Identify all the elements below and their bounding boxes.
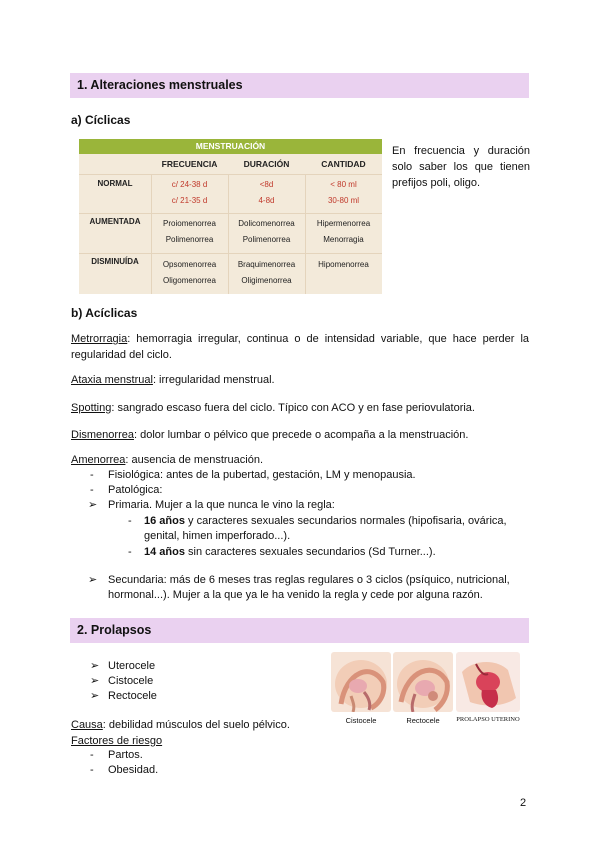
- section-1-title: 1. Alteraciones menstruales: [77, 78, 243, 92]
- cell-line: Oligomenorrea: [163, 276, 216, 285]
- arrow-bullet-icon: ➢: [90, 675, 100, 687]
- table-cell: [151, 216, 228, 248]
- arrow-bullet-icon: ➢: [90, 690, 100, 702]
- def-term: Spotting: [71, 402, 112, 414]
- cell-line: Polimenorrea: [165, 235, 214, 244]
- table-cell: [228, 257, 305, 289]
- dash-marker: -: [90, 764, 94, 776]
- subheading-ciclicas: a) Cíclicas: [71, 113, 131, 127]
- def-term: Ataxia menstrual: [71, 374, 153, 386]
- table-divider: [79, 253, 382, 254]
- dash-marker: -: [90, 469, 94, 481]
- subheading-aciclicas: b) Acíclicas: [71, 306, 138, 320]
- list-item-partos: Partos.: [108, 749, 143, 761]
- col-duracion: DURACIÓN: [243, 159, 290, 169]
- def-spotting: [71, 400, 529, 416]
- causa: [71, 717, 321, 733]
- menstruation-table: [79, 139, 382, 294]
- cell-line: 30-80 ml: [327, 196, 360, 205]
- list-item-patologica: Patológica:: [108, 484, 163, 496]
- cell-line: Oligimenorrea: [241, 276, 292, 285]
- dash-marker: -: [128, 515, 132, 527]
- def-text: : ausencia de menstruación.: [125, 454, 264, 466]
- cell-line: Polimenorrea: [242, 235, 291, 244]
- row-label-normal: NORMAL: [97, 179, 133, 188]
- def-term: Metrorragia: [71, 333, 128, 345]
- table-header: MENSTRUACIÓN: [79, 139, 382, 154]
- dash-marker: -: [90, 484, 94, 496]
- arrow-bullet-icon: ➢: [88, 574, 98, 586]
- def-text: : sangrado escaso fuera del ciclo. Típico con ACO y en fase periovulatoria.: [111, 402, 475, 414]
- side-note: En frecuencia y duración solo saber los que tienen prefijos poli, oligo.: [392, 145, 530, 189]
- row-label-disminuida: DISMINUÍDA: [91, 257, 139, 266]
- section-2-title: 2. Prolapsos: [77, 623, 152, 637]
- list-item-primaria: Primaria. Mujer a la que nunca le vino la regla:: [108, 499, 335, 511]
- table-cell: [151, 177, 228, 209]
- table-cell: [305, 257, 382, 273]
- cell-line: c/ 24-38 d: [171, 180, 208, 189]
- bold-age: 16 años: [144, 515, 185, 527]
- def-metrorragia: [71, 331, 529, 363]
- cell-line: Hipermenorrea: [316, 219, 371, 228]
- table-cell: [305, 177, 382, 209]
- factores-term: Factores de riesgo: [71, 735, 163, 747]
- table-divider: [79, 213, 382, 214]
- list-item-rectocele: Rectocele: [108, 690, 157, 702]
- def-term: Amenorrea: [71, 454, 126, 466]
- list-item-fisiologica: Fisiológica: antes de la pubertad, gestación, LM y menopausia.: [108, 469, 416, 481]
- rectocele-image: [393, 652, 453, 712]
- arrow-bullet-icon: ➢: [90, 660, 100, 672]
- bold-age: 14 años: [144, 546, 185, 558]
- def-dismenorrea: [71, 427, 529, 443]
- cistocele-image: [331, 652, 391, 712]
- col-frecuencia: FRECUENCIA: [161, 159, 218, 169]
- list-item-uterocele: Uterocele: [108, 660, 156, 672]
- col-cantidad: CANTIDAD: [321, 159, 366, 169]
- cell-line: < 80 ml: [330, 180, 357, 189]
- caption-prolapso-uterino: PROLAPSO UTERINO: [456, 716, 520, 723]
- def-text: : hemorragia irregular, continua o de intensidad variable, que hace perder la regularidad del ciclo.: [71, 333, 529, 361]
- list-item-14-anos: [144, 545, 436, 560]
- page-number: 2: [520, 797, 527, 809]
- item-text: Secundaria: más de 6 meses tras reglas regulares o 3 ciclos (psíquico, nutricional,: [108, 574, 510, 586]
- def-text: : dolor lumbar o pélvico que precede o acompaña a la menstruación.: [133, 429, 469, 441]
- cell-line: c/ 21-35 d: [171, 196, 208, 205]
- dash-marker: -: [128, 546, 132, 558]
- caption-rectocele: Rectocele: [406, 716, 440, 725]
- dash-marker: -: [90, 749, 94, 761]
- table-cell: [305, 216, 382, 248]
- list-item-obesidad: Obesidad.: [108, 764, 159, 776]
- def-text: : irregularidad menstrual.: [152, 374, 275, 386]
- def-ataxia: [71, 372, 529, 388]
- prolapso-uterino-image: [456, 652, 520, 712]
- item-text: sin caracteres sexuales secundarios (Sd Turner...).: [184, 546, 436, 558]
- cell-line: Braquimenorrea: [237, 260, 296, 269]
- cell-line: Dolicomenorrea: [238, 219, 295, 228]
- table-cell: [151, 257, 228, 289]
- cell-line: Proiomenorrea: [163, 219, 216, 228]
- list-item-secundaria: [108, 573, 530, 603]
- cell-line: <8d: [259, 180, 274, 189]
- table-divider: [79, 174, 382, 175]
- def-amenorrea: [71, 452, 529, 468]
- causa-text: : debilidad músculos del suelo pélvico.: [102, 719, 290, 731]
- caption-cistocele: Cistocele: [345, 716, 377, 725]
- cell-line: Menorragia: [323, 235, 364, 244]
- table-cell: [228, 177, 305, 209]
- item-text: hormonal...). Mujer a la que ya le ha venido la regla y cede por alguna razón.: [108, 589, 483, 601]
- table-cell: [228, 216, 305, 248]
- causa-term: Causa: [71, 719, 103, 731]
- cell-line: Opsomenorrea: [162, 260, 217, 269]
- cell-line: 4-8d: [258, 196, 275, 205]
- section-2-header: [70, 618, 529, 643]
- row-label-aumentada: AUMENTADA: [89, 217, 141, 226]
- def-term: Dismenorrea: [71, 429, 134, 441]
- list-item-cistocele: Cistocele: [108, 675, 154, 687]
- factores-title: [71, 733, 321, 749]
- cell-line: Hipomenorrea: [318, 260, 369, 269]
- arrow-bullet-icon: ➢: [88, 499, 98, 511]
- section-1-header: [70, 73, 529, 98]
- list-item-16-anos: [144, 514, 530, 544]
- item-text: genital, himen imperforado...).: [144, 530, 291, 542]
- item-text: y caracteres sexuales secundarios normales (hipofisaria, ovárica,: [184, 515, 507, 527]
